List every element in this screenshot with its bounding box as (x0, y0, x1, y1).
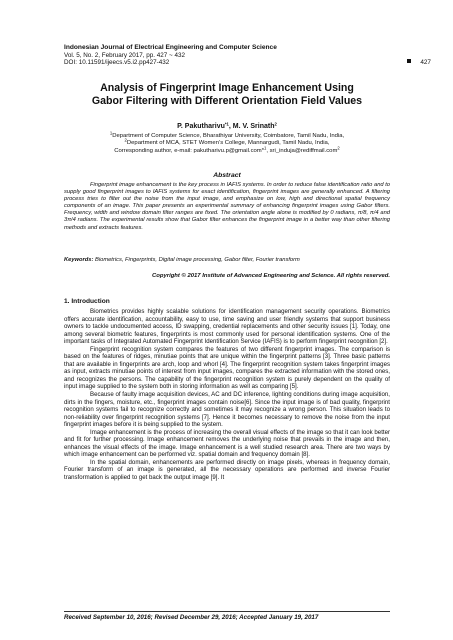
affiliation-2-text: Department of MCA, STET Women’s College, Mannargudi, Tamil Nadu, India, (126, 140, 330, 147)
affiliation-2-marker: 2 (124, 137, 127, 143)
paragraph: In the spatial domain, enhancements are performed directly on image pixels, whereas in frequency domain, Fourier transform of an image is generated, all the necessary operations are performed and inverse Fourier transformation is applied to get back the output image [9]. It (64, 458, 390, 482)
title-line-1: Analysis of Fingerprint Image Enhancement Using (100, 82, 354, 94)
paragraph: Biometrics provides highly scalable solutions for identification management security operations. Biometrics offers accurate identification, accountability, easy to use, time saving and user friendly systems that support business owners to tackle undocumented access, ID swapping, credential replacements and other security issues [1]. Today, one among several biometric features, fingerprints is most commonly used for personal identification systems. One of the important tasks of Integrated Automated Fingerprint Identification Service (IAFIS) is to perform fingerprint recognition [2]. (64, 308, 390, 346)
introduction-body (64, 308, 390, 482)
affiliation-2 (64, 137, 390, 147)
corresponding-marker-2: 2 (337, 145, 340, 151)
abstract-text: Fingerprint image enhancement is the key process in IAFIS systems. In order to reduce false identification ratio and to supply good fingerprint images to IAFIS systems for exact identification, fingerprint images are generally enhanced. A filtering process tries to filter out the noise from the input image, and emphasize on low, high and directional spatial frequency components of an image. This paper presents an experimental summary of enhancing fingerprint images using Gabor filters. Frequency, width and window domain filter ranges are fixed. The orientation angle alone is modified by 0 radians, π/8, π/4 and 3π/4 radians. The experimental results show that Gabor filter enhances the fingerprint image in a better way than other filtering methods and extracts features. (64, 182, 390, 231)
received-dates: Received September 10, 2016; Revised December 29, 2016; Accepted January 19, 2017 (64, 614, 319, 621)
corresponding-author (64, 145, 390, 155)
author-2-marker: 2 (274, 121, 277, 127)
keywords-text: Biometrics, Fingerprints, Digital image processing, Gabor filter, Fourier transform (93, 257, 300, 263)
authors (64, 123, 390, 130)
journal-name: Indonesian Journal of Electrical Engineering and Computer Science (64, 44, 277, 51)
page-number: 427 (420, 59, 431, 67)
copyright-notice: Copyright © 2017 Institute of Advanced Engineering and Science. All rights reserved. (152, 273, 390, 279)
author-separator: , (228, 123, 233, 130)
paragraph: Image enhancement is the process of increasing the overall visual effects of the image so that it can look better and fit for further processing. Image enhancement removes the underlying noise that prevails in the image and then, enhances the visual effects of the image. Image enhancement is a well studied research area. There are two ways by which image enhancement can be performed viz. spatial domain and frequency domain [8]. (64, 428, 390, 459)
volume-info: Vol. 5, No. 2, February 2017, pp. 427 ~ 432 (64, 51, 185, 59)
affiliation-1-marker: 1 (109, 130, 113, 136)
author-2: M. V. Srinath (232, 123, 275, 130)
corresponding-marker-1: 1 (264, 145, 267, 151)
affiliation-1-text: Department of Computer Science, Bharathiyar University, Coimbatore, Tamil Nadu, India, (112, 133, 345, 139)
square-bullet-icon (407, 59, 411, 63)
corresponding-email-2: , sri_induja@rediffmail.com (266, 147, 338, 154)
affiliations (64, 130, 390, 155)
paper-title (64, 82, 390, 108)
doi: DOI: 10.11591/ijeecs.v5.i2.pp427-432 (64, 59, 170, 67)
author-1-marker: *1 (224, 121, 229, 127)
corresponding-text: Corresponding author, e-mail: pakutharivu.p@gmail.com* (114, 147, 264, 154)
journal-header (64, 44, 431, 67)
section-heading: 1. Introduction (64, 298, 110, 305)
keywords (64, 257, 390, 263)
page-number-block (407, 59, 431, 67)
abstract-heading: Abstract (213, 172, 241, 179)
author-1: P. Pakutharivu (177, 123, 225, 130)
paragraph: Fingerprint recognition system compares the features of two different fingerprint images. The comparison is based on the features of ridges, minutiae points that are unique within the fingerprint patterns [3]. Three basic patterns that are available in fingerprints are arch, loop and whorl [4]. The fingerprint recognition system takes fingerprint images as input, extracts minutiae points of interest from input images, compares the extracted information with the stored ones, and recognizes the persons. The capability of the fingerprint recognition system is purely dependent on the quality of input image supplied to the system both in storing information as well as comparing [5]. (64, 345, 390, 391)
paragraph: Because of faulty image acquisition devices, AC and DC inference, lighting conditions during image acquisition, dirts in the fingers, moisture, etc., fingerprint images contain noise[6]. Since the input image is of bad quality, fingerprint recognition systems fail to recognize correctly and sometimes it may recognize a wrong person. This situation leads to non-reliability over fingerprint recognition systems [7]. Hence it becomes necessary to remove the noise from the input fingerprint images before it is being supplied to the system. (64, 391, 390, 429)
abstract (64, 182, 390, 232)
footer-divider (64, 611, 390, 612)
title-line-2: Gabor Filtering with Different Orientation Field Values (91, 95, 363, 108)
keywords-label: Keywords: (64, 257, 94, 263)
